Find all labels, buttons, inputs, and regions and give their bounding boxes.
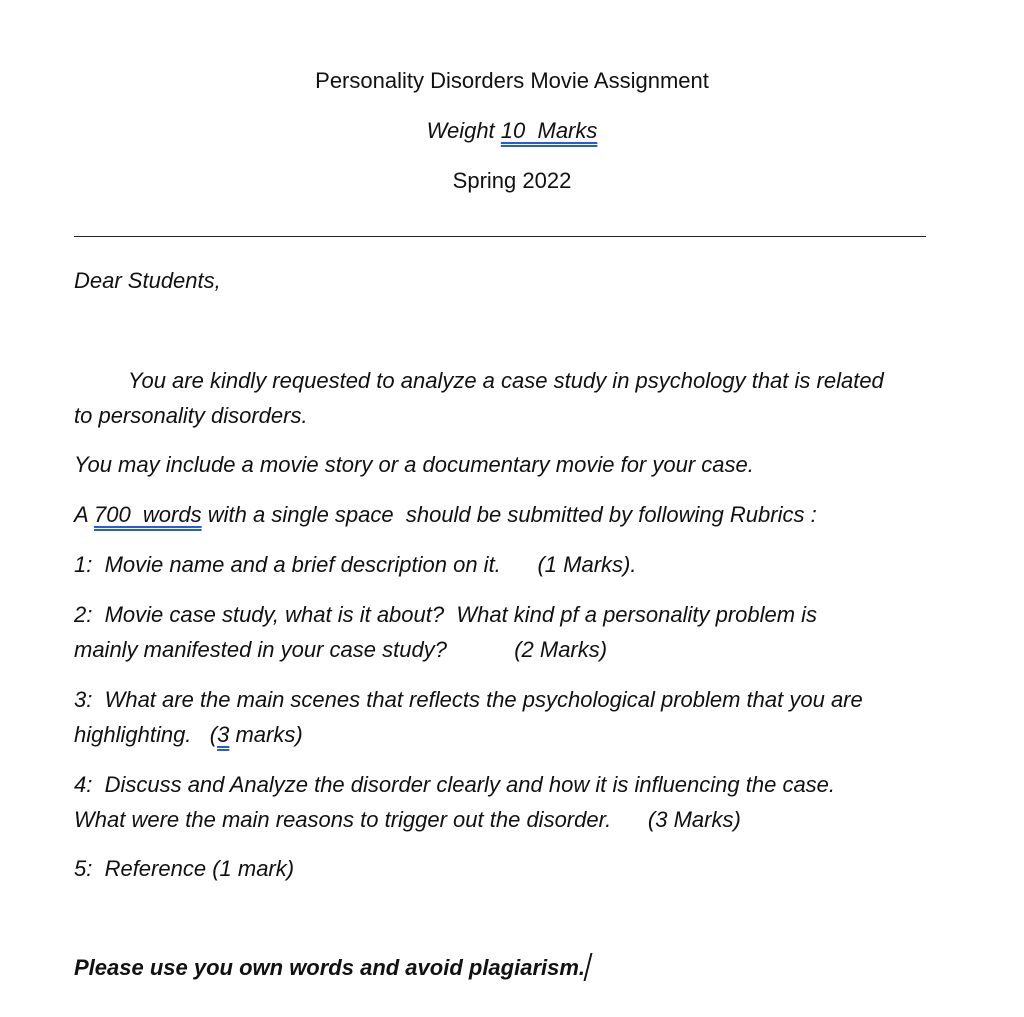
document-title: Personality Disorders Movie Assignment <box>315 68 709 93</box>
term-line: Spring 2022 <box>452 168 572 193</box>
rubric-item-5: 5: Reference (1 mark) <box>74 856 295 881</box>
intro-line-2: to personality disorders. <box>74 403 308 428</box>
rubric-item-2-line-2: mainly manifested in your case study? (2 Marks) <box>74 637 608 662</box>
rubric-item-3-prefix: highlighting. ( <box>74 722 218 747</box>
closing-text: Please use you own words and avoid plagiarism. <box>74 955 586 980</box>
weight-value: 10 Marks <box>500 118 598 143</box>
greeting: Dear Students, <box>74 268 221 293</box>
rubric-item-4-line-2: What were the main reasons to trigger out the disorder. (3 Marks) <box>74 807 741 832</box>
rubric-item-3-line-2 <box>74 717 954 752</box>
movie-line: You may include a movie story or a documentary movie for your case. <box>74 452 754 477</box>
weight-label: Weight <box>426 118 495 143</box>
closing-note <box>74 950 954 985</box>
rubric-item-3-marks: 3 <box>217 722 230 747</box>
divider-line <box>74 236 926 237</box>
word-count-suffix: with a single space should be submitted by following Rubrics : <box>207 502 817 527</box>
rubric-item-2-line-1: 2: Movie case study, what is it about? What kind pf a personality problem is <box>74 602 818 627</box>
word-count-prefix: A <box>74 502 88 527</box>
intro-line-1: You are kindly requested to analyze a case study in psychology that is related <box>128 368 884 393</box>
rubric-item-3-line-1: 3: What are the main scenes that reflects the psychological problem that you are <box>74 687 863 712</box>
rubric-item-4-line-1: 4: Discuss and Analyze the disorder clearly and how it is influencing the case. <box>74 772 836 797</box>
rubric-item-1: 1: Movie name and a brief description on it. (1 Marks). <box>74 552 637 577</box>
word-count-value: 700 words <box>93 502 202 527</box>
word-count-line <box>74 497 954 532</box>
rubric-item-3-suffix: marks) <box>229 722 303 747</box>
weight-line <box>0 117 1024 145</box>
